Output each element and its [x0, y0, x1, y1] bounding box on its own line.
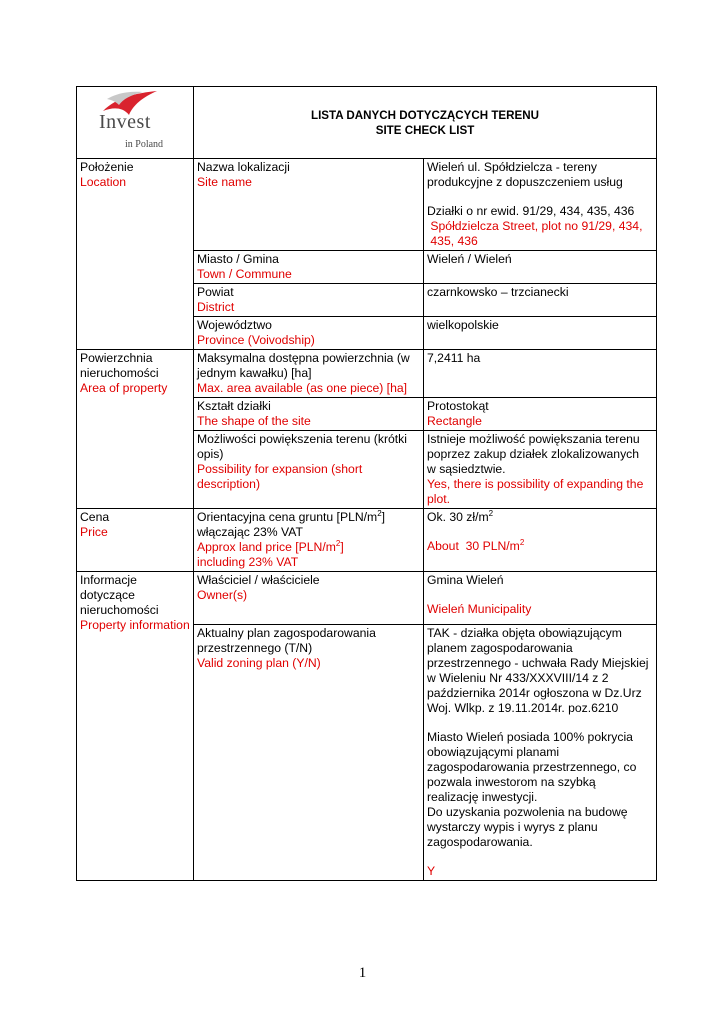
value: 7,2411 ha: [427, 351, 481, 365]
label-cell: [194, 350, 424, 398]
zoning-paragraph-b: [427, 730, 653, 850]
value-pl: w sąsiedztwie.: [427, 462, 506, 476]
value-cell: [424, 350, 657, 398]
zoning-line: obowiązującymi planami: [427, 745, 560, 759]
section-label-pl: Informacje: [80, 573, 137, 587]
value-pl: Protostokąt: [427, 399, 489, 413]
label-pl: Powiat: [197, 285, 234, 299]
zoning-line: Do uzyskania pozwolenia na budowę: [427, 805, 628, 819]
value-pl: poprzez zakup działek zlokalizowanych: [427, 447, 640, 461]
label-cell: [194, 625, 424, 881]
label-en: District: [197, 300, 235, 314]
zoning-line: TAK - działka objęta obowiązującym: [427, 626, 622, 640]
zoning-line: w Wieleniu Nr 433/XXXVIII/14 z 2: [427, 671, 609, 685]
value-en: Yes, there is possibility of expanding the: [427, 477, 644, 491]
value-en: Wieleń Municipality: [427, 602, 532, 616]
value-cell: [424, 251, 657, 284]
section-label-pl: nieruchomości: [80, 603, 159, 617]
label-pl-end: ]: [381, 510, 386, 524]
section-label-en: Price: [80, 525, 108, 539]
zoning-line: planem zagospodarowania: [427, 641, 573, 655]
table-row: [77, 509, 657, 572]
label-pl: Maksymalna dostępna powierzchnia (w: [197, 351, 410, 365]
zoning-line: pozwala inwestorom na szybką: [427, 775, 596, 789]
value: Wieleń / Wieleń: [427, 252, 512, 266]
value: wielkopolskie: [427, 318, 499, 332]
label-pl: Nazwa lokalizacji: [197, 160, 290, 174]
section-label-en: Area of property: [80, 381, 168, 395]
superscript: 2: [335, 538, 341, 548]
value-cell: [424, 625, 657, 881]
label-en: Possibility for expansion (short: [197, 462, 363, 476]
section-property-info: [77, 572, 194, 881]
value-en: Spółdzielcza Street, plot no 91/29, 434,: [427, 219, 643, 233]
value-pl: produkcyjne z dopuszczeniem usług: [427, 175, 623, 189]
value-cell: [424, 159, 657, 251]
label-pl: włączając 23% VAT: [197, 525, 303, 539]
value-cell: [424, 509, 657, 572]
label-pl: opis): [197, 447, 224, 461]
label-en: Valid zoning plan (Y/N): [197, 656, 321, 670]
label-cell: [194, 431, 424, 509]
label-cell: [194, 159, 424, 251]
table-row: [77, 572, 657, 625]
label-en: Owner(s): [197, 588, 248, 602]
label-en: description): [197, 477, 260, 491]
plot-numbers-pl: Działki o nr ewid. 91/29, 434, 435, 436: [427, 204, 635, 218]
zoning-line: zagospodarowania przestrzennego, co: [427, 760, 637, 774]
title-en: SITE CHECK LIST: [375, 123, 475, 137]
value-pl: Istnieje możliwość powiększania terenu: [427, 432, 640, 446]
label-en: [197, 540, 420, 555]
value-en: [427, 539, 653, 554]
label-cell: [194, 572, 424, 625]
label-en: including 23% VAT: [197, 555, 299, 569]
label-pl: Aktualny plan zagospodarowania: [197, 626, 376, 640]
value-pl: Wieleń ul. Spółdzielcza - tereny: [427, 160, 598, 174]
table-row: [77, 350, 657, 398]
label-en: The shape of the site: [197, 414, 311, 428]
label-pl: jednym kawałku) [ha]: [197, 366, 312, 380]
label-pl: Właściciel / właściciele: [197, 573, 320, 587]
label-pl: Możliwości powiększenia terenu (krótki: [197, 432, 407, 446]
label-cell: [194, 251, 424, 284]
section-price: [77, 509, 194, 572]
value-en: Rectangle: [427, 414, 482, 428]
section-label-pl: Położenie: [80, 160, 134, 174]
value-cell: [424, 398, 657, 431]
title-pl: LISTA DANYCH DOTYCZĄCYCH TERENU: [311, 108, 540, 122]
section-label-pl: Powierzchnia: [80, 351, 153, 365]
superscript: 2: [488, 508, 494, 518]
value-cell: [424, 317, 657, 350]
value-en: Y: [427, 864, 436, 878]
label-en: Max. area available (as one piece) [ha]: [197, 381, 408, 395]
value-pl: [427, 510, 653, 525]
label-en-end: ]: [340, 540, 344, 554]
value-cell: [424, 431, 657, 509]
label-pl: Miasto / Gmina: [197, 252, 279, 266]
page-number: 1: [358, 965, 367, 981]
label-cell: [194, 284, 424, 317]
label-cell: [194, 509, 424, 572]
label-pl-text: Orientacyjna cena gruntu [PLN/m: [197, 510, 378, 524]
zoning-line: Woj. Wlkp. z 19.11.2014r. poz.6210: [427, 701, 619, 715]
label-en: Province (Voivodship): [197, 333, 315, 347]
zoning-paragraph-a: [427, 626, 653, 716]
section-label-en: Property information: [80, 618, 190, 632]
value-pl: Gmina Wieleń: [427, 573, 504, 587]
section-label-pl: Cena: [80, 510, 110, 524]
label-en-text: Approx land price [PLN/m: [197, 540, 336, 554]
value-en: plot.: [427, 492, 451, 506]
zoning-line: Miasto Wieleń posiada 100% pokrycia: [427, 730, 633, 744]
section-label-pl: nieruchomości: [80, 366, 159, 380]
header-row: [77, 87, 657, 159]
logo-wordmark: Invest: [99, 111, 151, 133]
section-label-pl: dotyczące: [80, 588, 135, 602]
zoning-line: wystarczy wypis i wyrys z planu: [427, 820, 598, 834]
label-pl: przestrzennego (T/N): [197, 641, 313, 655]
logo-subtitle: in Poland: [125, 139, 164, 150]
label-pl: Kształt działki: [197, 399, 271, 413]
title-cell: [194, 87, 657, 159]
label-pl: [197, 510, 420, 525]
zoning-line: przestrzennego - uchwała Rady Miejskiej: [427, 656, 649, 670]
zoning-line: października 2014r ogłoszona w Dz.Urz: [427, 686, 642, 700]
label-pl: Województwo: [197, 318, 272, 332]
section-area: [77, 350, 194, 509]
invest-in-poland-logo: [77, 87, 193, 158]
value-cell: [424, 572, 657, 625]
value-en: 435, 436: [427, 234, 478, 248]
label-en: Town / Commune: [197, 267, 292, 281]
price-en-text: About 30 PLN/m: [427, 539, 520, 553]
price-pl-text: Ok. 30 zł/m: [427, 510, 489, 524]
site-check-list-table: [76, 86, 657, 881]
value: czarnkowsko – trzcianecki: [427, 285, 569, 299]
superscript: 2: [377, 508, 382, 518]
label-en: Site name: [197, 175, 252, 189]
table-row: [77, 159, 657, 251]
label-cell: [194, 317, 424, 350]
zoning-line: realizację inwestycji.: [427, 790, 538, 804]
value-cell: [424, 284, 657, 317]
zoning-line: zagospodarowania.: [427, 835, 533, 849]
superscript: 2: [519, 537, 525, 547]
label-cell: [194, 398, 424, 431]
section-label-en: Location: [80, 175, 127, 189]
section-location: [77, 159, 194, 350]
logo-cell: [77, 87, 194, 159]
